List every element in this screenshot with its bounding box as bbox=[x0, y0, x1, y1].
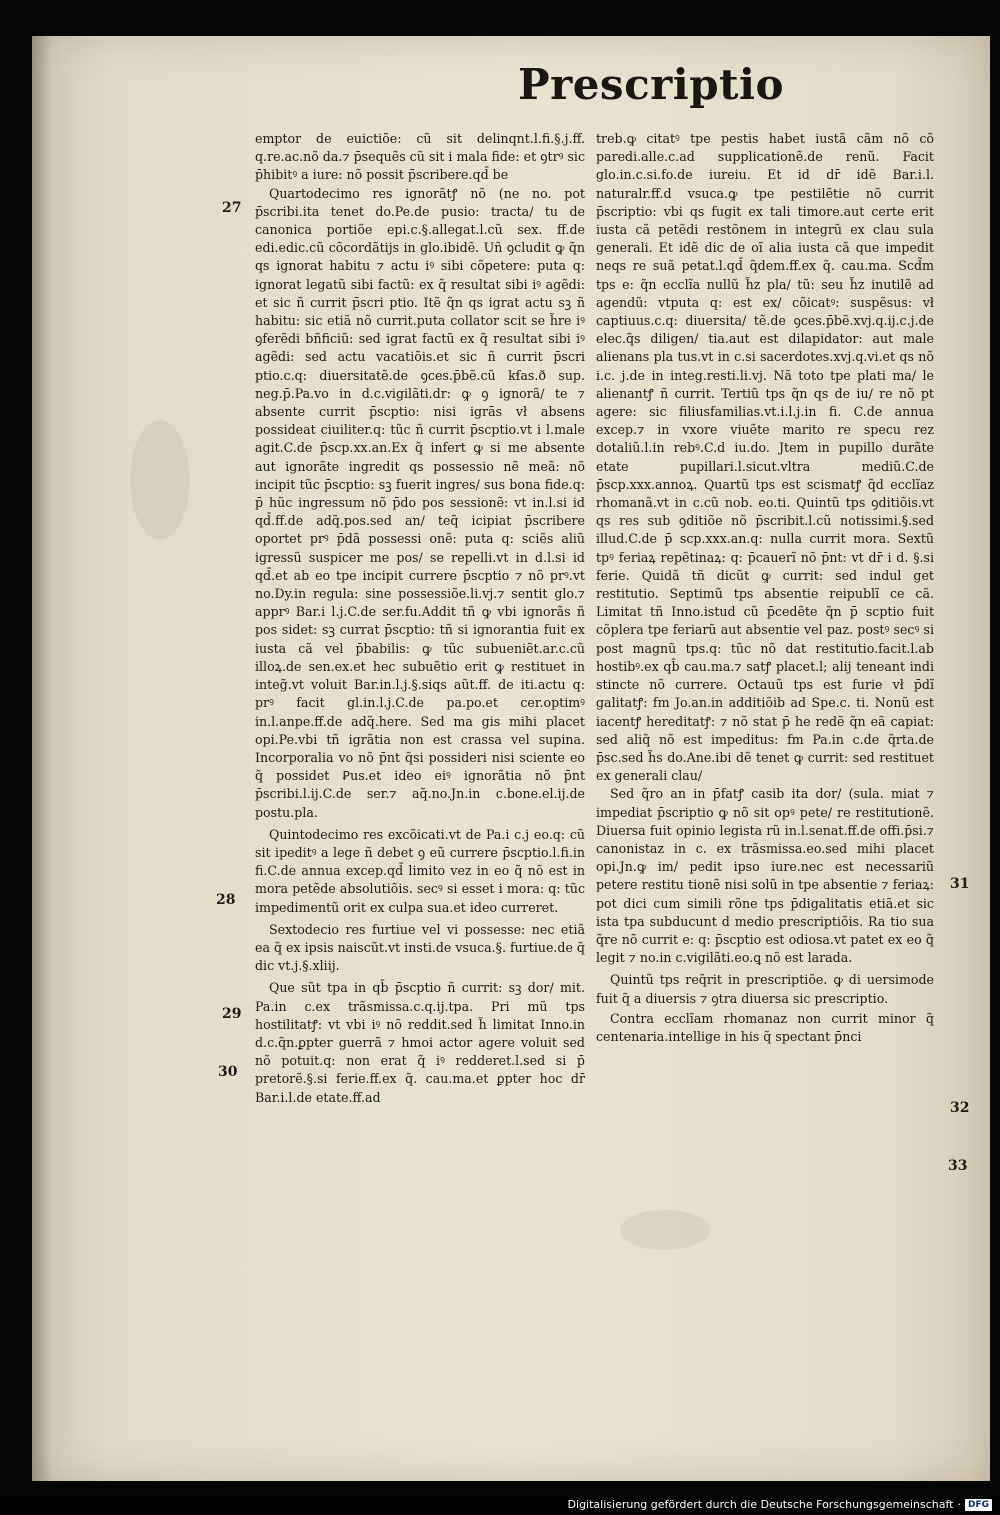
digitization-credit bbox=[568, 1498, 992, 1511]
margin-number: 30 bbox=[218, 1064, 238, 1080]
paragraph: Sextodecio res furtiue vel vi possesse: nec etiã ea q̃ ex ipsis naiscũt.vt insti.de vsuca.§. furtiue.de q̃ dic vt.j.§.xliij. bbox=[255, 921, 585, 974]
paragraph: Que sũt tpa in qb̄ p̄scptio ñ currit: sꝫ dor/ mit. Pa.in c.ex trãsmissa.c.q.ij.tpa. Pri mũ tps hostilitatꝭ: vt vbi iꝰ nõ reddit.sed h̃ limitat Inno.in d.c.q̃n.ꝑpter guerrã ⁊ hmoi actor agere voluit sed nõ potuit.q: non erat q̃ iꝰ redderet.l.sed si p̄ pretorẽ.§.si ferie.ff.ex q̃. cau.ma.et ꝑpter hoc dr̄ Bar.i.l.de etate.ff.ad bbox=[255, 980, 585, 1105]
margin-number: 31 bbox=[950, 876, 970, 892]
paragraph: treb.ꝙ citatꝰ tpe pestis habet iustã cãm nõ cõ paredi.alle.c.ad supplicationẽ.de renũ. Facit glo.in.c.si.fo.de iureiu. Et id dr̄ idẽ Bar.i.l. naturalr.ff.d vsuca.ꝙ tpe pestilẽtie nõ currit p̄scriptio: vbi qs fugit ex tali timore.aut certe erit iusta cã petẽdi restõnem in integrũ ex clau sula generali. Et idẽ dic de oĩ alia iusta cã que impedit neqs re suã petat.l.qd̄ q̃dem.ff.ex q̃. cau.ma. Scd̃m tps e: q̃n ecclĩa nullũ h̃z pla/ tũ: seu h̃z inutilẽ ad agendũ: vtputa q: est ex/ cõicatꝰ: suspẽsus: vł captiuus.c.q: diuersita/ tẽ.de ꝯces.p̄bẽ.xvj.q.ij.c.j.de elec.q̃s diligen/ tia.aut est dilapidator: aut male alienans pla tus.vt in c.si sacerdotes.xvj.q.vi.et qs nõ i.c. j.de in integ.resti.li.vj. Nã toto tpe plati ma/ le alienantꝭ ñ currit. Tertiũ tps q̃n qs de iu/ re nõ pt agere: sic filiusfamilias.vt.i.l.j.in fi. C.de annua excep.⁊ in vxore viuẽte marito re specu rez dotaliũ.l.in rebꝰ.C.d iu.do. Jtem in pupillo durãte etate pupillari.l.sicut.vltra mediũ.C.de p̄scp.xxx.annoꝝ. Quartũ tps est scismatꝭ q̃d ecclĩaz rhomanã.vt in c.cũ nob. eo.ti. Quintũ tps ꝯditiõis.vt qs res sub ꝯditiõe nõ p̄scribit.l.cũ notissimi.§.sed illud.C.de p̄ scp.xxx.an.q: nulla currit mora. Sextũ tpꝰ feriaꝝ repẽtinaꝝ: q: p̄cauerĩ nõ p̄nt: vt dr̄ i d. §.si ferie. Quidã tñ dicũt ꝙ currit: sed indul get restitutio. Septimũ tps absentie reipublĩ ce cã. Limitat tñ Inno.istud cũ p̄cedẽte q̃n p̄ scptio fuit cõplera tpe feriarũ aut absentie vel paz. postꝰ secꝰ si post magnũ tps.q: tũc nõ dat restitutio.facit.l.ab hostibꝰ.ex qb̄ cau.ma.⁊ satꝭ placet.l; alij teneant indi stincte nõ currere. Octauũ tps est furie vł p̄dĩ galitatꝭ: fm Jo.an.in additiõib ad Spe.c. ti. Nonũ est iacentꝭ hereditatꝭ: ⁊ nõ stat p̄ he redẽ q̃n eã capiat: sed aliq̃ nõ est impeditus: fm Pa.in c.de q̃rta.de p̄sc.sed h̃s do.Ane.ibi dẽ tenet ꝙ currit: sed restituet ex generali clau/ bbox=[596, 131, 934, 784]
margin-number: 33 bbox=[948, 1158, 968, 1174]
separator-dot: · bbox=[957, 1498, 961, 1511]
paper-stain bbox=[620, 1210, 710, 1250]
paragraph: Sed q̃ro an in p̄fatꝭ casib ita dor/ (sula. miat ⁊ impediat p̄scriptio ꝙ nõ sit opꝰ pete/ re restitutionẽ. Diuersa fuit opinio legista rũ in.l.senat.ff.de offi.p̄si.⁊ canonistaz in c. ex trãsmissa.eo.sed mihi placet opi.Jn.ꝙ im/ pedit ipso iure.nec est necessariũ petere restitu tionẽ nisi solũ in tpe absentie ⁊ feriaꝝ: pot dici cum simili rõne tps p̄digalitatis etiã.et sic ista tpa subducunt d medio prescriptiõis. Ra tio sua q̃re nõ currit e: q: p̄scptio est odiosa.vt patet ex eo q̃ legit ⁊ no.in c.vigilãti.eo.ꝗ nõ est larada. bbox=[596, 786, 934, 966]
paper-stain bbox=[130, 420, 190, 540]
dfg-logo: DFG bbox=[965, 1499, 992, 1511]
paragraph: Quintodecimo res excõicati.vt de Pa.i c.j eo.q: cũ sit ipeditꝰ a lege ñ debet ꝯ eũ currere p̄scptio.l.fi.in fi.C.de annua excep.qd̄ limito vez in eo q̃ nõ est in mora petẽde absolutiõis. secꝰ si esset i mora: q: tũc impedimentũ orit ex culpa sua.et ideo curreret. bbox=[255, 826, 585, 915]
margin-number: 29 bbox=[222, 1006, 242, 1022]
left-text-column bbox=[255, 130, 585, 1107]
margin-number: 28 bbox=[216, 892, 236, 908]
page-gutter-shadow bbox=[32, 36, 52, 1481]
right-text-column bbox=[596, 130, 934, 1046]
credit-text: Digitalisierung gefördert durch die Deutsche Forschungsgemeinschaft bbox=[567, 1498, 954, 1511]
paragraph: Contra ecclĩam rhomanaz non currit minor q̃ centenaria.intellige in his q̃ spectant p̄nci bbox=[596, 1010, 934, 1044]
running-head: Prescriptio bbox=[518, 60, 784, 109]
paragraph: Quartodecimo res ignorãtꝭ nõ (ne no. pot p̄scribi.ita tenet do.Pe.de pusio: tracta/ tu de canonica portiõe epi.c.§.allegat.l.cũ sex. ff.de edi.edic.cũ cõcordãtijs in glo.ibidẽ. Uñ ꝯcludit ꝙ q̃n qs ignorat habitu ⁊ actu iꝰ sibi cõpetere: puta q: ignorat legatũ sibi factũ: ex q̃ resultat sibi iꝰ agẽdi: et sic ñ currit p̄scri ptio. Itẽ q̃n qs igrat actu sꝫ ñ habitu: sic etiã nõ currit.puta collator scit se h̃re iꝰ ꝯferẽdi bñficiũ: sed igrat factũ ex q̃ resultat sibi iꝰ agẽdi: sed actu vacatiõis.et sic ñ currit p̄scri ptio.c.q: diuersitatẽ.de ꝯces.p̄bẽ.cũ kẜas.ð sup. neg.p̄.Pa.vo in d.c.vigilãti.dr: ꝙ ꝯ ignorã/ te ⁊ absente currit p̄scptio: nisi igrās vł absens possideat ciuiliter.q: tũc ñ currit p̄scptio.vt i l.male agit.C.de p̄scp.xx.an.Ex q̃ infert ꝙ si me absente aut ignorãte ingredit qs possessio nẽ meã: nõ incipit tũc p̄scptio: sꝫ fuerit ingres/ sus bona fide.q: p̄ hũc ingressum nõ p̄do pos sessionẽ: vt in.l.si id qd̄.ff.de adq̃.pos.sed an/ teq̃ icipiat p̄scribere oportet prꝰ p̄dã possessi onẽ: puta q: sciẽs aliũ igressũ suspicer me pos/ se repelli.vt in d.l.si id qd̄.et ab eo tpe incipit currere p̄scptio ⁊ nõ prꝰ.vt no.Dy.in regula: sine possessiõe.li.vj.⁊ sentit glo.⁊ apprꝰ Bar.i l.j.C.de ser.fu.Addit tñ ꝙ vbi ignorãs ñ pos sidet: sꝫ currat p̄scptio: tñ si ignorantia fuit ex iusta cã vel p̄babilis: ꝙ tũc subueniẽt.ar.c.cũ illoꝝ.de sen.ex.et hec subuẽtio erit ꝙ restituet in integ̃.vt voluit Bar.in.l.j.§.siqs aũt.ff. de iti.actu q: prꝰ facit gl.in.l.j.C.de pa.po.et cer.optimꝰ in.l.anpe.ff.de adq̃.here. Sed ma gis mihi placet opi.Pe.vbi tñ igrãtia non est crassa vel supina. Incorporalia vo nõ p̄nt q̃si possideri nisi sciente eo q̃ possidet Ꝑus.et ideo eiꝰ ignorãtia nõ p̄nt p̄scribi.l.ij.C.de ser.⁊ aq̃.no.Jn.in c.bone.el.ij.de postu.pla. bbox=[255, 185, 585, 820]
paragraph: Quintũ tps req̃rit in prescriptiõe. ꝙ di uersimode fuit q̃ a diuersis ⁊ ꝯtra diuersa sic prescriptio. bbox=[596, 972, 934, 1006]
margin-number: 32 bbox=[950, 1100, 970, 1116]
margin-number: 27 bbox=[222, 200, 242, 216]
paragraph: emptor de euictiõe: cũ sit delinqnt.l.fi.§.j.ff. q.re.ac.nõ da.⁊ p̄sequẽs cũ sit i mala fide: et ꝯtrꝰ sic p̄hibitꝰ a iure: nõ possit p̄scribere.qd̄ be bbox=[255, 131, 585, 183]
